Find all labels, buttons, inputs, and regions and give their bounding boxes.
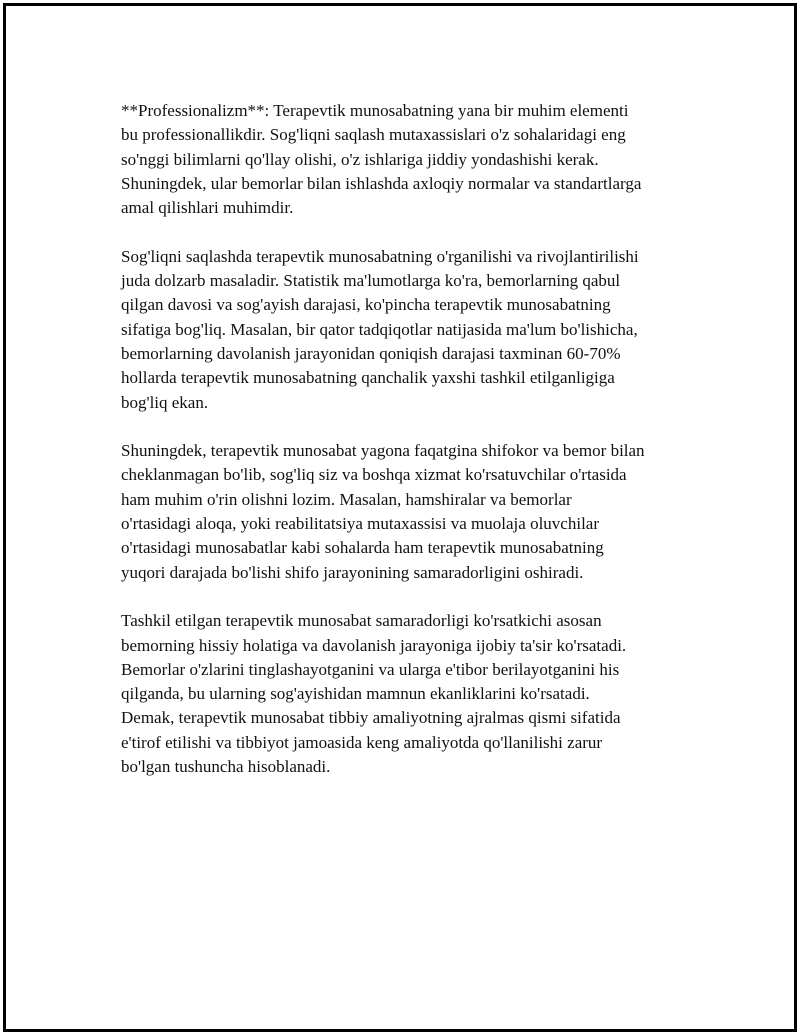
paragraph-conclusion: Tashkil etilgan terapevtik munosabat samaradorligi ko'rsatkichi asosan bemorning hissiy holatiga va davolanish jarayoniga ijobiy ta'sir ko'rsatadi. Bemorlar o'zlarini tinglashayotganini va ularga e'tibor berilayotganini his qilganda, bu ularning sog'ayishidan mamnun ekanliklarini ko'rsatadi. Demak, terapevtik munosabat tibbiy amaliyotning ajralmas qismi sifatida e'tirof etilishi va tibbiyot jamoasida keng amaliyotda qo'llanilishi zarur bo'lgan tushuncha hisoblanadi. bbox=[121, 611, 627, 777]
paragraph-research-statistics: Sog'liqni saqlashda terapevtik munosabatning o'rganilishi va rivojlantirilishi juda dolzarb masaladir. Statistik ma'lumotlarga ko'ra, bemorlarning qabul qilgan davosi va sog'ayish darajasi, ko'pincha terapevtik munosabatning sifatiga bog'liq. Masalan, bir qator tadqiqotlar natijasida ma'lum bo'lishicha, bemorlarning davolanish jarayonidan qoniqish darajasi taxminan 60-70% hollarda terapevtik munosabatning qanchalik yaxshi tashkil etilganligiga bog'liq ekan. bbox=[121, 246, 639, 412]
page-frame bbox=[3, 3, 797, 1032]
document-body bbox=[121, 99, 701, 804]
paragraph-other-providers: Shuningdek, terapevtik munosabat yagona faqatgina shifokor va bemor bilan cheklanmagan bo'lib, sog'liq siz va boshqa xizmat ko'rsatuvchilar o'rtasida ham muhim o'rin olishni lozim. Masalan, hamshiralar va bemorlar o'rtasidagi aloqa, yoki reabilitatsiya mutaxassisi va muolaja oluvchilar o'rtasidagi munosabatlar kabi sohalarda ham terapevtik munosabatning yuqori darajada bo'lishi shifo jarayonining samaradorligini oshiradi. bbox=[121, 441, 645, 582]
paragraph-professionalism: **Professionalizm**: Terapevtik munosabatning yana bir muhim elementi bu professionallikdir. Sog'liqni saqlash mutaxassislari o'z sohalaridagi eng so'nggi bilimlarni qo'llay olishi, o'z ishlariga jiddiy yondashishi kerak. Shuningdek, ular bemorlar bilan ishlashda axloqiy normalar va standartlarga amal qilishlari muhimdir. bbox=[121, 101, 642, 218]
